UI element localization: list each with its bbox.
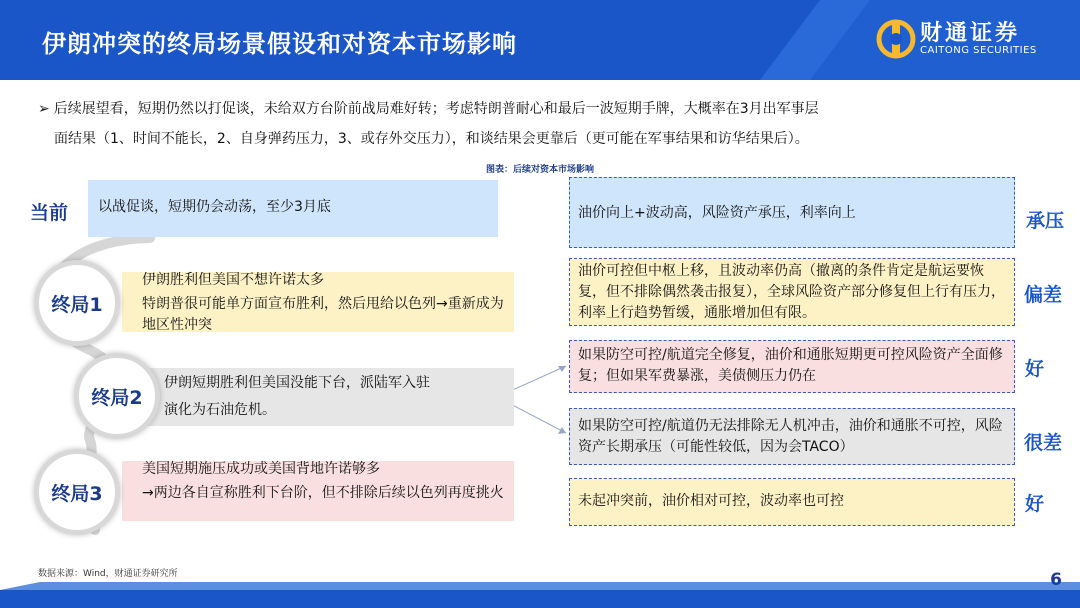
scenario-2-circle bbox=[74, 353, 160, 439]
scenario-3-box bbox=[122, 461, 514, 521]
scenario-3-circle bbox=[34, 449, 120, 535]
current-text: 以战促谈，短期仍会动荡，至少3月底 bbox=[98, 199, 331, 215]
impact-3-outcome: 好 bbox=[1025, 358, 1045, 380]
scenario-2-line-2: 演化为石油危机。 bbox=[164, 402, 276, 418]
intro-line-2: 面结果（1、时间不能长，2、自身弹药压力，3、或存外交压力），和谈结果会更靠后（更可能在军事结果和访华结果后）。 bbox=[54, 131, 809, 147]
scenario-1-box bbox=[122, 272, 514, 332]
intro-line-1-text: 后续展望看，短期仍然以打促谈，未给双方台阶前战局难好转；考虑特朗普耐心和最后一波短期手牌，大概率在3月出军事层 bbox=[53, 101, 819, 117]
impact-box-4 bbox=[569, 408, 1015, 465]
impact-3-text: 如果防空可控/航道完全修复，油价和通胀短期更可控风险资产全面修复；但如果军费暴涨，美债侧压力仍在 bbox=[578, 347, 1003, 384]
scenario-3-line-1: 美国短期施压成功或美国背地许诺够多 bbox=[142, 461, 380, 477]
scenario-2-line-1: 伊朗短期胜利但美国没能下台，派陆军入驻 bbox=[164, 375, 430, 391]
bullet-arrow-icon: ➢ bbox=[38, 101, 50, 117]
page-number: 6 bbox=[1050, 570, 1062, 590]
impact-box-1 bbox=[569, 177, 1015, 248]
impact-2-text: 油价可控但中枢上移，且波动率仍高（撤离的条件肯定是航运要恢复，但不排除偶然袭击报复），全球风险资产部分修复但上行有压力，利率上行趋势暂缓，通胀增加但有限。 bbox=[578, 263, 1005, 321]
scenario-2-label: 终局2 bbox=[91, 386, 143, 409]
header-bar bbox=[0, 0, 1080, 80]
scenario-1-circle bbox=[34, 260, 120, 346]
current-label: 当前 bbox=[30, 202, 69, 224]
impact-1-text: 油价向上+波动高，风险资产承压，利率向上 bbox=[578, 205, 856, 221]
impact-box-3 bbox=[569, 340, 1015, 393]
impact-2-outcome: 偏差 bbox=[1024, 284, 1063, 306]
impact-box-2 bbox=[569, 258, 1015, 326]
impact-4-outcome: 很差 bbox=[1024, 432, 1063, 454]
logo-icon bbox=[876, 16, 916, 62]
intro-paragraph bbox=[38, 94, 1048, 154]
current-box bbox=[88, 180, 498, 237]
intro-line-1 bbox=[38, 94, 1048, 124]
figure-title: 图表：后续对资本市场影响 bbox=[485, 165, 594, 175]
impact-box-5 bbox=[569, 478, 1015, 526]
footer-accent-stripe bbox=[0, 582, 1080, 590]
company-logo bbox=[876, 14, 1056, 66]
data-source: 数据来源：Wind，财通证券研究所 bbox=[38, 569, 178, 579]
scenario-1-line-1: 伊朗胜利但美国不想许诺太多 bbox=[142, 272, 324, 288]
impact-5-text: 未起冲突前，油价相对可控，波动率也可控 bbox=[578, 493, 844, 509]
impact-1-outcome: 承压 bbox=[1026, 210, 1065, 232]
scenario-1-line-2: 特朗普很可能单方面宣布胜利，然后甩给以色列→重新成为地区性冲突 bbox=[142, 296, 504, 333]
page-title: 伊朗冲突的终局场景假设和对资本市场影响 bbox=[42, 30, 517, 58]
footer-bar bbox=[0, 590, 1080, 608]
scenario-3-label: 终局3 bbox=[51, 482, 103, 505]
scenario-2-box bbox=[142, 368, 514, 426]
logo-text-en: CAITONG SECURITIES bbox=[920, 45, 1037, 56]
impact-5-outcome: 好 bbox=[1025, 493, 1045, 515]
logo-text-cn: 财通证券 bbox=[920, 21, 1021, 46]
scenario-3-line-2: →两边各自宣称胜利下台阶，但不排除后续以色列再度挑火 bbox=[142, 485, 504, 501]
scenario-1-label: 终局1 bbox=[51, 293, 103, 316]
impact-4-text: 如果防空可控/航道仍无法排除无人机冲击，油价和通胀不可控，风险资产长期承压（可能性较低，因为会TACO） bbox=[578, 418, 1003, 455]
